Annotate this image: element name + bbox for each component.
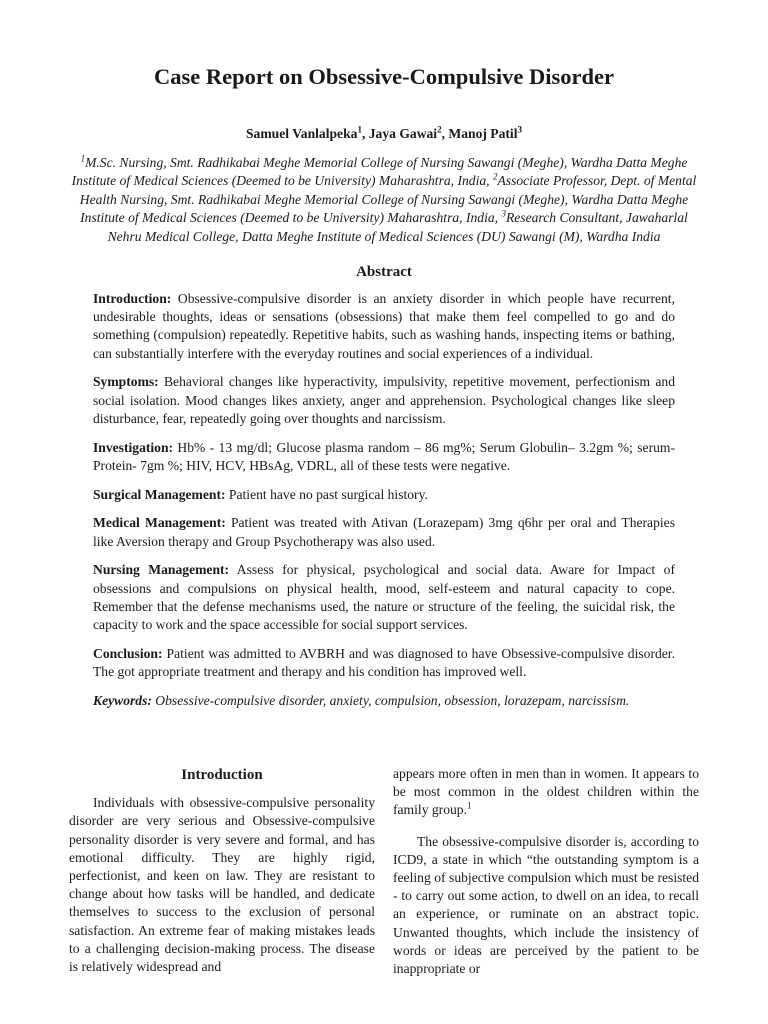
author-name: Manoj Patil [448,126,518,141]
section-text: Hb% - 13 mg/dl; Glucose plasma random – 86 mg%; Serum Globulin– 3.2gm %; serum-Protein- 7gm %; HIV, HCV, HBsAg, VDRL, all of these tests were negative. [93,439,675,473]
section-text: Assess for physical, psychological and social data. Aware for Impact of obsessions and compulsions on physical health, mood, self-esteem and natural capacity to cope. Remember that the defense mechanisms used, the nature or structure of the feeling, the suicidal risk, the capacity to work and the space accessible for social support services. [93,562,675,633]
section-label: Introduction: [93,291,172,306]
abstract-investigation [93,439,675,475]
section-label: Nursing Management: [93,562,230,578]
affiliation-mark: 1 [80,153,86,164]
section-text: Patient was treated with Ativan (Lorazepam) 3mg q6hr per oral and Therapies like Aversion therapy and Group Psychotherapy was also used. [93,515,675,549]
affiliation-block [66,154,702,246]
section-label: Medical Management: [93,515,226,531]
body-paragraph: Individuals with obsessive-compulsive personality disorder are very serious and Obsessive-compulsive personality disorder is very severe and formal, and has emotional difficulty. They are highly rigid, perfectionist, and keen on law. They are resistant to change about how tasks will be handled, and dedicate themselves to success to the exclusion of personal satisfaction. An extreme fear of making mistakes leads to a challenging decision-making process. The disease is relatively widespread and [69,795,375,975]
section-label: Symptoms: [93,374,159,390]
section-label: Investigation: [93,439,174,455]
author-affiliation-mark: 2 [437,124,442,135]
abstract-surgical-management [93,486,675,504]
affiliation-mark: 3 [501,208,506,219]
affiliation-text: M.Sc. Nursing, Smt. Radhikabai Meghe Memorial College of Nursing Sawangi (Meghe), Wardha Datta Meghe Institute of Medical Sciences (Deemed to be University) Maharashtra, India, [71,155,688,189]
author-list: Samuel Vanlalpeka$^1$, Jaya Gawai$^2$, Manoj Patil$^3$ [246,124,522,141]
author-affiliation-mark: 1 [357,124,362,135]
keywords-line [93,692,675,710]
abstract-heading: Abstract [356,264,412,280]
author-name: Samuel Vanlalpeka [246,126,358,141]
author-affiliation-mark: 3 [517,124,522,135]
paper-title: Case Report on Obsessive-Compulsive Disorder [154,64,614,89]
abstract-nursing-management [93,561,675,634]
section-text: Obsessive-compulsive disorder is an anxiety disorder in which people have recurrent, undesirable thoughts, ideas or sensations (obsessions) that make them feel compelled to go and do something (compulsion) repeatedly. Repetitive habits, such as washing hands, inspecting items or bathing, can substantially interfere with the everyday routines and social experiences of a individual. [93,291,675,361]
affiliation-text: Research Consultant, Jawaharlal Nehru Medical College, Datta Meghe Institute of Medical Sciences (DU) Sawangi (M), Wardha India [107,210,688,244]
paragraph-text: appears more often in men than in women. It appears to be most common in the oldest children within the family group. [393,766,699,818]
introduction-heading: Introduction [181,767,263,783]
abstract-body [93,290,675,721]
section-label: Surgical Management: [93,486,226,502]
body-paragraph: The obsessive-compulsive disorder is, according to ICD9, a state in which “the outstanding symptom is a feeling of subjective compulsion which must be resisted - to carry out some action, to dwell on an idea, to recall an experience, or ruminate on an abstract topic. Unwanted thoughts, which include the insistency of words or ideas are perceived by the patient to be inappropriate or [393,833,699,977]
left-column [69,764,375,976]
section-text: Patient have no past surgical history. [225,486,428,502]
citation-mark: 1 [467,800,472,811]
keywords-label: Keywords: [93,692,152,708]
section-text: Behavioral changes like hyperactivity, impulsivity, repetitive movement, perfectionism and social isolation. Mood changes likes anxiety, anger and apprehension. Psychological changes like sleep disturbance, fear, repeatedly going over thoughts and narcissism. [93,374,675,426]
affiliation-mark: 2 [492,171,498,182]
abstract-conclusion [93,645,675,681]
affiliation-text: Associate Professor, Dept. of Mental Health Nursing, Smt. Radhikabai Meghe Memorial College of Nursing Sawangi (Meghe), Wardha Datta Meghe Institute of Medical Sciences (Deemed to be University) Maharashtra, India, [79,173,697,226]
right-column [393,765,699,978]
keywords-text: Obsessive-compulsive disorder, anxiety, compulsion, obsession, lorazepam, narcissism. [151,692,630,708]
abstract-symptoms [93,373,675,428]
abstract-introduction [93,290,675,363]
author-name: Jaya Gawai [368,126,438,141]
abstract-medical-management [93,514,675,550]
body-paragraph [393,765,699,820]
section-label: Conclusion: [93,645,163,661]
section-text: Patient was admitted to AVBRH and was diagnosed to have Obsessive-compulsive disorder. The got appropriate treatment and therapy and his condition has improved well. [93,645,675,680]
